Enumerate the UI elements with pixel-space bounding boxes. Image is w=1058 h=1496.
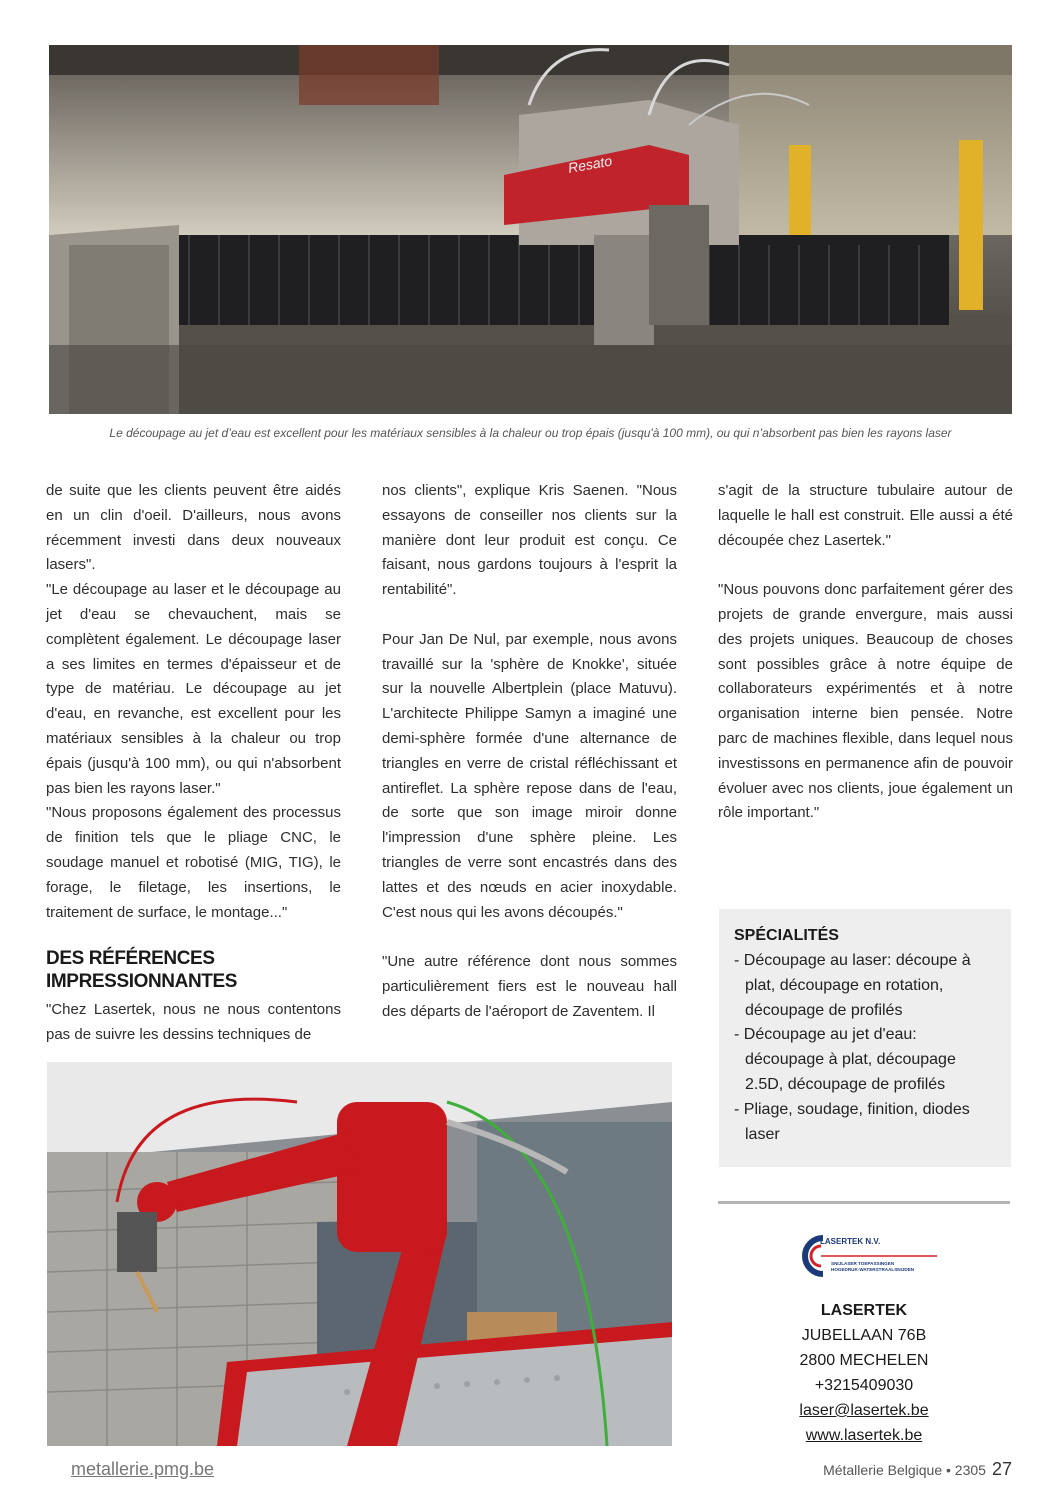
paragraph: de suite que les clients peuvent être aidés en un clin d'oeil. D'ailleurs, nous avons récemment investi dans deux nouveaux lasers". xyxy=(46,482,341,574)
logo-line-2: HOGEDRUK-WATERSTRAALSNIJDEN xyxy=(831,1267,915,1272)
footer-site-link[interactable]: metallerie.pmg.be xyxy=(71,1459,215,1479)
text-column-2 xyxy=(382,479,677,1025)
paragraph: nos clients", explique Kris Saenen. "Nous essayons de conseiller nos clients sur la manière dont leur produit est conçu. Ce faisant, nous gardons toujours à l'esprit la rentabilité". xyxy=(382,482,677,599)
list-item: - Pliage, soudage, finition, diodes laser xyxy=(734,1100,970,1143)
list-item: - Découpage au jet d'eau: découpage à plat, découpage 2.5D, découpage de profilés xyxy=(734,1026,956,1093)
waterjet-machine-illustration xyxy=(49,45,1012,414)
lasertek-logo-mark xyxy=(801,1232,941,1280)
logo-line-1: SNIJLASER TOEPASSINGEN xyxy=(831,1261,895,1266)
logo-name: LASERTEK N.V. xyxy=(820,1237,881,1246)
section-heading: DES RÉFÉRENCES IMPRESSIONNANTES xyxy=(46,948,238,993)
text-column-1 xyxy=(46,479,341,1048)
website-link[interactable]: www.lasertek.be xyxy=(805,1427,923,1444)
text-column-3 xyxy=(718,479,1013,826)
machine-brand-label: Resato xyxy=(566,152,614,176)
paragraph: "Chez Lasertek, nous ne nous contentons pas de suivre les dessins techniques de xyxy=(46,1001,341,1044)
paragraph: "Une autre référence dont nous sommes particulièrement fiers est le nouveau hall des départs de l'aéroport de Zaventem. Il xyxy=(382,953,677,1020)
contact-block xyxy=(718,1298,1010,1448)
paragraph: s'agit de la structure tubulaire autour de laquelle le hall est construit. Elle aussi a été découpée chez Lasertek." xyxy=(718,482,1013,549)
email-link[interactable]: laser@lasertek.be xyxy=(799,1402,929,1419)
magazine-issue: Métallerie Belgique • 2305 xyxy=(823,1462,986,1478)
street-address: JUBELLAAN 76B xyxy=(801,1327,927,1344)
welding-robot-illustration xyxy=(47,1062,672,1446)
paragraph: "Nous pouvons donc parfaitement gérer des projets de grande envergure, mais aussi des projets uniques. Beaucoup de choses sont possibles grâce à notre équipe de collaborateurs expérimentés et à notre organisation interne bien pensée. Notre parc de machines flexible, dans lequel nous investissons en permanence afin de pouvoir évoluer avec nos clients, joue également un rôle important." xyxy=(718,581,1013,822)
divider xyxy=(718,1201,1010,1204)
city-address: 2800 MECHELEN xyxy=(799,1352,929,1369)
footer-magazine xyxy=(780,1459,1012,1480)
page-number: 27 xyxy=(991,1459,1012,1479)
specialites-box xyxy=(719,909,1011,1167)
welding-robot-photo xyxy=(47,1062,672,1446)
specialites-list xyxy=(734,949,995,1147)
list-item: - Découpage au laser: découpe à plat, découpage en rotation, découpage de profilés xyxy=(734,952,971,1019)
company-name: LASERTEK xyxy=(820,1302,908,1319)
paragraph: "Le découpage au laser et le découpage au jet d'eau se chevauchent, mais se complètent également. Le découpage laser a ses limites en termes d'épaisseur et de type de matériau. Le découpage au jet d'eau, en revanche, est excellent pour les matériaux sensibles à la chaleur ou trop épais (jusqu'à 100 mm), ou qui n'absorbent pas bien les rayons laser." xyxy=(46,581,341,797)
photo-caption: Le découpage au jet d’eau est excellent pour les matériaux sensibles à la chaleur ou trop épais (jusqu'à 100 mm), ou qui n’absorbent pas bien les rayons laser xyxy=(109,426,952,440)
lasertek-logo xyxy=(801,1232,941,1280)
specialites-title: SPÉCIALITÉS xyxy=(734,927,839,944)
phone-number: +3215409030 xyxy=(814,1377,914,1394)
paragraph: "Nous proposons également des processus de finition tels que le pliage CNC, le soudage manuel et robotisé (MIG, TIG), le forage, le filetage, les insertions, le traitement de surface, le montage..." xyxy=(46,804,341,921)
waterjet-machine-photo xyxy=(49,45,1012,414)
paragraph: Pour Jan De Nul, par exemple, nous avons travaillé sur la 'sphère de Knokke', située sur la nouvelle Albertplein (place Matuvu). L'architecte Philippe Samyn a imaginé une demi-sphère formée d'une alternance de triangles en verre de cristal réfléchissant et antireflet. La sphère repose dans de l'eau, de sorte que son image miroir donne l'impression d'une sphère pleine. Les triangles de verre sont encastrés dans des lattes et des nœuds en acier inoxydable. C'est nous qui les avons découpés." xyxy=(382,630,677,921)
